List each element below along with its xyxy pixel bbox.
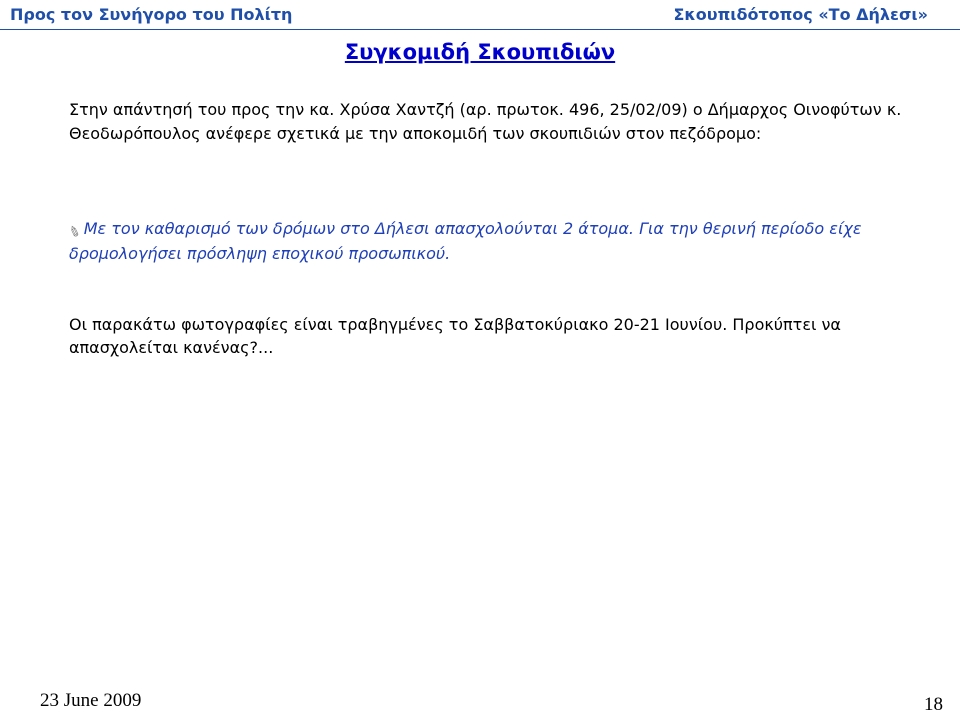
header-right-title: Σκουπιδότοπος «Το Δήλεσι» [673, 5, 928, 24]
footer-date: 23 June 2009 [40, 690, 142, 711]
quote-paragraph [66, 217, 909, 266]
page-number: 18 [924, 694, 943, 715]
pencil-icon: ✎ [66, 220, 84, 240]
slide-title: Συγκομιδή Σκουπιδιών [344, 40, 616, 64]
photos-paragraph: Οι παρακάτω φωτογραφίες είναι τραβηγμένες το Σαββατοκύριακο 20-21 Ιουνίου. Προκύπτει να απασχολείται κανένας?... [69, 315, 841, 357]
intro-paragraph: Στην απάντησή του προς την κα. Χρύσα Χαντζή (αρ. πρωτοκ. 496, 25/02/09) ο Δήμαρχος Οινοφύτων κ. Θεοδωρόπουλος ανέφερε σχετικά με την αποκομιδή των σκουπιδιών στον πεζόδρομο: [69, 100, 902, 143]
header-left-title: Προς τον Συνήγορο του Πολίτη [10, 5, 293, 24]
quote-text: Με τον καθαρισμό των δρόμων στο Δήλεσι απασχολούνται 2 άτομα. Για την θερινή περίοδο είχε δρομολογήσει πρόσληψη εποχικού προσωπικού. [69, 219, 862, 263]
slide-header [0, 0, 960, 30]
header-divider [0, 29, 960, 30]
